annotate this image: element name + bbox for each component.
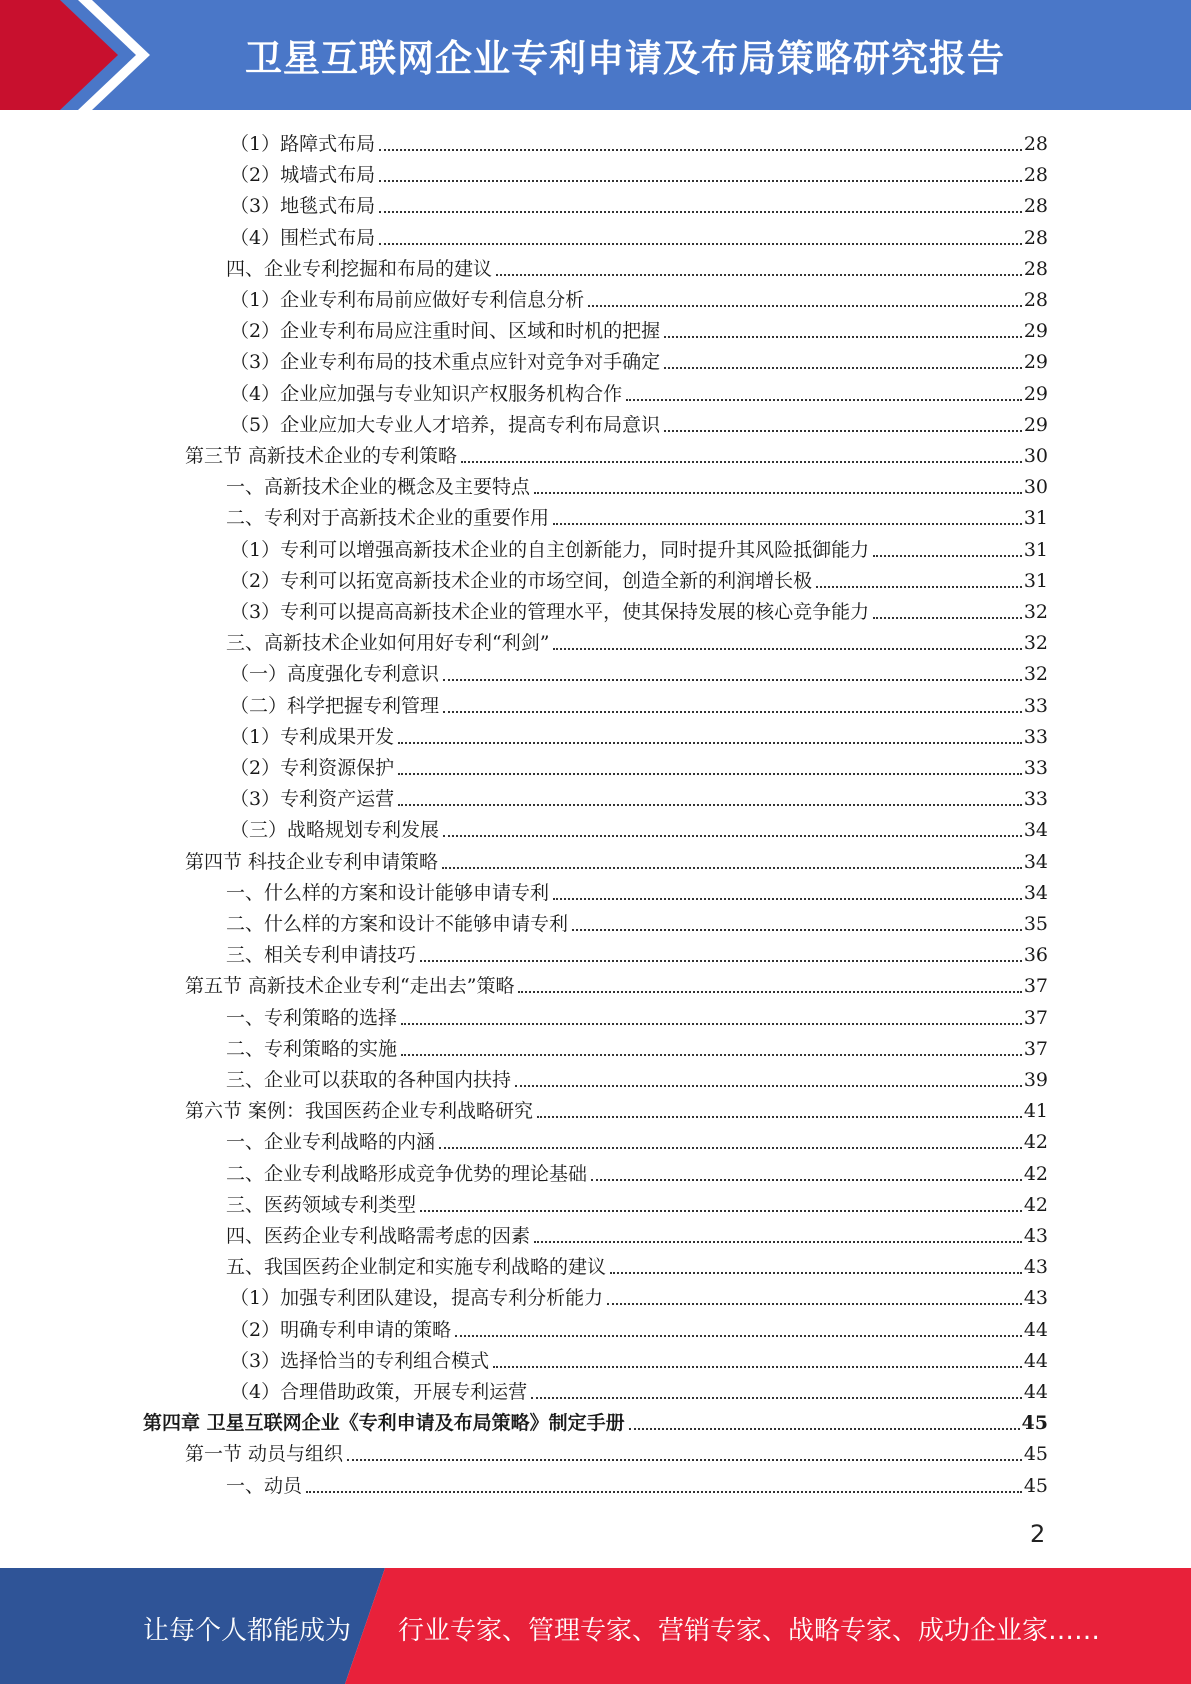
toc-dot-leader [572, 928, 1022, 931]
toc-entry-page: 29 [1023, 320, 1048, 343]
toc-dot-leader [306, 1490, 1022, 1493]
toc-entry[interactable] [230, 1312, 1048, 1343]
toc-entry[interactable] [226, 1031, 1048, 1062]
toc-dot-leader [607, 1302, 1022, 1305]
toc-entry[interactable] [185, 1436, 1048, 1467]
toc-dot-leader [443, 678, 1022, 681]
toc-dot-leader [398, 741, 1022, 744]
toc-entry-page: 36 [1023, 944, 1048, 967]
toc-dot-leader [588, 304, 1022, 307]
toc-entry-title: （5）企业应加大专业人才培养，提高专利布局意识 [230, 413, 661, 436]
page-header [0, 0, 1191, 110]
toc-entry[interactable] [226, 500, 1048, 531]
toc-dot-leader [553, 522, 1022, 525]
toc-entry[interactable] [226, 1124, 1048, 1155]
toc-dot-leader [379, 148, 1022, 151]
toc-entry-page: 37 [1023, 1006, 1048, 1029]
toc-entry[interactable] [230, 313, 1048, 344]
toc-entry-title: 二、企业专利战略形成竞争优势的理论基础 [226, 1162, 588, 1185]
toc-entry-page: 28 [1023, 164, 1048, 187]
toc-entry[interactable] [230, 719, 1048, 750]
toc-dot-leader [442, 866, 1022, 869]
toc-dot-leader [629, 1427, 1020, 1430]
toc-entry[interactable] [230, 188, 1048, 219]
toc-dot-leader [553, 897, 1022, 900]
toc-entry[interactable] [143, 1405, 1048, 1436]
toc-entry-title: 四、医药企业专利战略需考虑的因素 [226, 1225, 531, 1247]
toc-entry[interactable] [226, 1000, 1048, 1031]
toc-entry[interactable] [230, 282, 1048, 313]
toc-entry-title: 第三节 高新技术企业的专利策略 [185, 445, 458, 467]
toc-entry-page: 45 [1023, 1474, 1048, 1497]
toc-entry[interactable] [226, 1062, 1048, 1093]
toc-entry-title: 一、专利策略的选择 [226, 1006, 398, 1029]
toc-entry[interactable] [230, 688, 1048, 719]
toc-entry[interactable] [230, 750, 1048, 781]
toc-entry-page: 43 [1023, 1287, 1048, 1310]
toc-dot-leader [534, 491, 1022, 494]
toc-entry-page: 44 [1023, 1349, 1048, 1372]
toc-entry-page: 45 [1023, 1443, 1048, 1466]
toc-entry-page: 32 [1023, 663, 1048, 686]
toc-entry-page: 28 [1023, 257, 1048, 280]
toc-entry[interactable] [226, 625, 1048, 656]
toc-entry[interactable] [230, 656, 1048, 687]
toc-dot-leader [873, 616, 1022, 619]
toc-entry-title: （二）科学把握专利管理 [230, 694, 440, 717]
toc-entry-title: 四、企业专利挖掘和布局的建议 [226, 257, 493, 280]
toc-dot-leader [534, 1240, 1022, 1243]
toc-entry-title: 一、动员 [226, 1474, 303, 1497]
toc-entry[interactable] [185, 438, 1048, 469]
toc-entry-page: 44 [1023, 1318, 1048, 1341]
toc-entry-page: 43 [1023, 1225, 1048, 1247]
toc-entry-title: 第四章 卫星互联网企业《专利申请及布局策略》制定手册 [143, 1412, 625, 1435]
toc-entry[interactable] [230, 532, 1048, 563]
toc-entry-page: 42 [1023, 1162, 1048, 1185]
toc-entry-page: 28 [1023, 195, 1048, 218]
toc-entry-title: （2）专利资源保护 [230, 757, 395, 779]
toc-dot-leader [347, 1458, 1022, 1461]
toc-dot-leader [873, 554, 1022, 557]
toc-entry-title: （4）合理借助政策，开展专利运营 [230, 1381, 528, 1403]
toc-entry-page: 37 [1023, 975, 1048, 998]
toc-entry-title: （2）专利可以拓宽高新技术企业的市场空间，创造全新的利润增长极 [230, 569, 813, 592]
toc-entry-page: 31 [1023, 538, 1048, 561]
toc-entry[interactable] [226, 937, 1048, 968]
toc-entry-page: 34 [1023, 819, 1048, 842]
toc-entry[interactable] [230, 812, 1048, 843]
toc-entry[interactable] [226, 1249, 1048, 1280]
toc-entry-title: （1）企业专利布局前应做好专利信息分析 [230, 289, 585, 311]
toc-entry-title: （4）企业应加强与专业知识产权服务机构合作 [230, 382, 623, 405]
toc-entry-title: 第四节 科技企业专利申请策略 [185, 850, 439, 873]
toc-dot-leader [461, 460, 1022, 463]
page-number: 2 [1030, 1520, 1046, 1548]
toc-entry[interactable] [226, 875, 1048, 906]
toc-dot-leader [610, 1271, 1022, 1274]
toc-entry-title: （2）明确专利申请的策略 [230, 1318, 452, 1341]
toc-entry-title: 第一节 动员与组织 [185, 1443, 344, 1466]
toc-dot-leader [420, 959, 1022, 962]
toc-entry-title: 三、相关专利申请技巧 [226, 944, 417, 967]
toc-dot-leader [401, 1053, 1022, 1056]
toc-entry-title: （三）战略规划专利发展 [230, 819, 440, 842]
toc-entry[interactable] [185, 1093, 1048, 1124]
toc-entry-title: 第五节 高新技术企业专利“走出去”策略 [185, 975, 515, 998]
toc-entry-page: 43 [1023, 1256, 1048, 1279]
toc-entry[interactable] [185, 844, 1048, 875]
toc-entry[interactable] [230, 376, 1048, 407]
toc-entry-page: 39 [1023, 1069, 1048, 1091]
toc-entry-title: 二、专利策略的实施 [226, 1037, 398, 1060]
toc-entry-title: （1）路障式布局 [230, 133, 376, 155]
toc-entry-title: （2）企业专利布局应注重时间、区域和时机的把握 [230, 320, 661, 343]
toc-dot-leader [379, 242, 1022, 245]
toc-dot-leader [401, 1022, 1022, 1025]
toc-entry[interactable] [230, 1374, 1048, 1405]
toc-entry[interactable] [226, 1468, 1048, 1499]
toc-entry-title: 五、我国医药企业制定和实施专利战略的建议 [226, 1256, 607, 1279]
toc-entry-page: 33 [1023, 788, 1048, 811]
toc-entry-title: （一）高度强化专利意识 [230, 663, 440, 686]
toc-entry-title: 三、高新技术企业如何用好专利“利剑” [226, 632, 550, 655]
toc-entry-title: （3）专利资产运营 [230, 788, 395, 811]
toc-entry-page: 34 [1023, 850, 1048, 873]
toc-entry-title: （2）城墙式布局 [230, 164, 376, 187]
toc-entry[interactable] [226, 251, 1048, 282]
toc-dot-leader [531, 1396, 1022, 1399]
toc-entry[interactable] [185, 968, 1048, 999]
toc-dot-leader [816, 585, 1022, 588]
toc-entry-page: 41 [1023, 1100, 1048, 1123]
toc-dot-leader [455, 1334, 1022, 1337]
toc-entry-title: （3）选择恰当的专利组合模式 [230, 1349, 490, 1372]
toc-dot-leader [379, 179, 1022, 182]
toc-dot-leader [443, 834, 1022, 837]
toc-entry-title: 二、专利对于高新技术企业的重要作用 [226, 507, 550, 530]
toc-entry-title: 第六节 案例：我国医药企业专利战略研究 [185, 1100, 534, 1123]
toc-dot-leader [537, 1115, 1022, 1118]
toc-dot-leader [626, 398, 1022, 401]
toc-dot-leader [553, 647, 1021, 650]
toc-entry-page: 42 [1023, 1193, 1048, 1216]
toc-entry-page: 34 [1023, 881, 1048, 904]
toc-dot-leader [379, 210, 1022, 213]
page-footer [0, 1568, 1191, 1684]
toc-entry-title: 一、高新技术企业的概念及主要特点 [226, 476, 531, 499]
toc-entry[interactable] [230, 781, 1048, 812]
toc-entry-title: （3）专利可以提高高新技术企业的管理水平，使其保持发展的核心竞争能力 [230, 601, 870, 623]
toc-entry[interactable] [230, 126, 1048, 157]
toc-entry[interactable] [230, 157, 1048, 188]
toc-dot-leader [439, 1146, 1022, 1149]
toc-entry-title: 三、企业可以获取的各种国内扶持 [226, 1069, 512, 1091]
toc-entry-page: 31 [1023, 569, 1048, 592]
toc-entry[interactable] [226, 1156, 1048, 1187]
toc-entry-title: （1）加强专利团队建设，提高专利分析能力 [230, 1287, 604, 1310]
toc-dot-leader [443, 710, 1022, 713]
toc-entry[interactable] [230, 1343, 1048, 1374]
document-title: 卫星互联网企业专利申请及布局策略研究报告 [245, 37, 1005, 80]
toc-entry-page: 29 [1023, 413, 1048, 436]
toc-dot-leader [664, 335, 1022, 338]
toc-dot-leader [420, 1209, 1022, 1212]
toc-entry-page: 33 [1023, 725, 1048, 748]
toc-entry-page: 28 [1023, 289, 1048, 311]
toc-entry[interactable] [230, 594, 1048, 625]
toc-entry-page: 35 [1023, 913, 1048, 935]
toc-dot-leader [664, 429, 1022, 432]
toc-entry-page: 33 [1023, 694, 1048, 717]
toc-dot-leader [664, 366, 1022, 369]
toc-entry-title: 一、企业专利战略的内涵 [226, 1131, 436, 1154]
toc-entry-page: 44 [1023, 1381, 1048, 1403]
toc-entry-page: 32 [1023, 632, 1048, 655]
toc-entry-page: 30 [1023, 476, 1048, 499]
toc-entry[interactable] [230, 407, 1048, 438]
toc-entry[interactable] [230, 1280, 1048, 1311]
toc-entry-title: 三、医药领域专利类型 [226, 1193, 417, 1216]
toc-entry-page: 32 [1023, 601, 1048, 623]
toc-entry-title: （4）围栏式布局 [230, 226, 376, 249]
footer-slogan-right: 行业专家、管理专家、营销专家、战略专家、成功企业家…… [398, 1616, 1101, 1646]
toc-entry-page: 29 [1023, 382, 1048, 405]
toc-entry-page: 42 [1023, 1131, 1048, 1154]
toc-dot-leader [493, 1365, 1022, 1368]
toc-entry-page: 37 [1023, 1037, 1048, 1060]
toc-entry-page: 45 [1021, 1412, 1048, 1435]
toc-entry[interactable] [226, 1218, 1048, 1249]
toc-entry-page: 29 [1023, 351, 1048, 374]
toc-dot-leader [515, 1084, 1022, 1087]
toc-entry[interactable] [230, 344, 1048, 375]
toc-dot-leader [591, 1178, 1022, 1181]
toc-entry-title: （1）专利成果开发 [230, 725, 395, 748]
toc-entry[interactable] [226, 1187, 1048, 1218]
toc-entry[interactable] [230, 563, 1048, 594]
toc-entry-page: 30 [1023, 445, 1048, 467]
toc-entry-title: 二、什么样的方案和设计不能够申请专利 [226, 913, 569, 935]
toc-entry-title: （3）企业专利布局的技术重点应针对竞争对手确定 [230, 351, 661, 374]
toc-entry[interactable] [226, 469, 1048, 500]
toc-dot-leader [496, 273, 1022, 276]
toc-dot-leader [398, 803, 1022, 806]
footer-slogan-left: 让每个人都能成为 [143, 1616, 352, 1646]
toc-entry-page: 28 [1023, 226, 1048, 249]
toc-entry-page: 33 [1023, 757, 1048, 779]
toc-entry-page: 31 [1023, 507, 1048, 530]
toc-entry-title: 一、什么样的方案和设计能够申请专利 [226, 881, 550, 904]
toc-entry-page: 28 [1023, 133, 1048, 155]
toc-entry[interactable] [230, 220, 1048, 251]
toc-dot-leader [518, 990, 1021, 993]
toc-entry-title: （3）地毯式布局 [230, 195, 376, 218]
toc-entry-title: （1）专利可以增强高新技术企业的自主创新能力，同时提升其风险抵御能力 [230, 538, 870, 561]
toc-entry[interactable] [226, 906, 1048, 937]
toc-dot-leader [398, 772, 1022, 775]
